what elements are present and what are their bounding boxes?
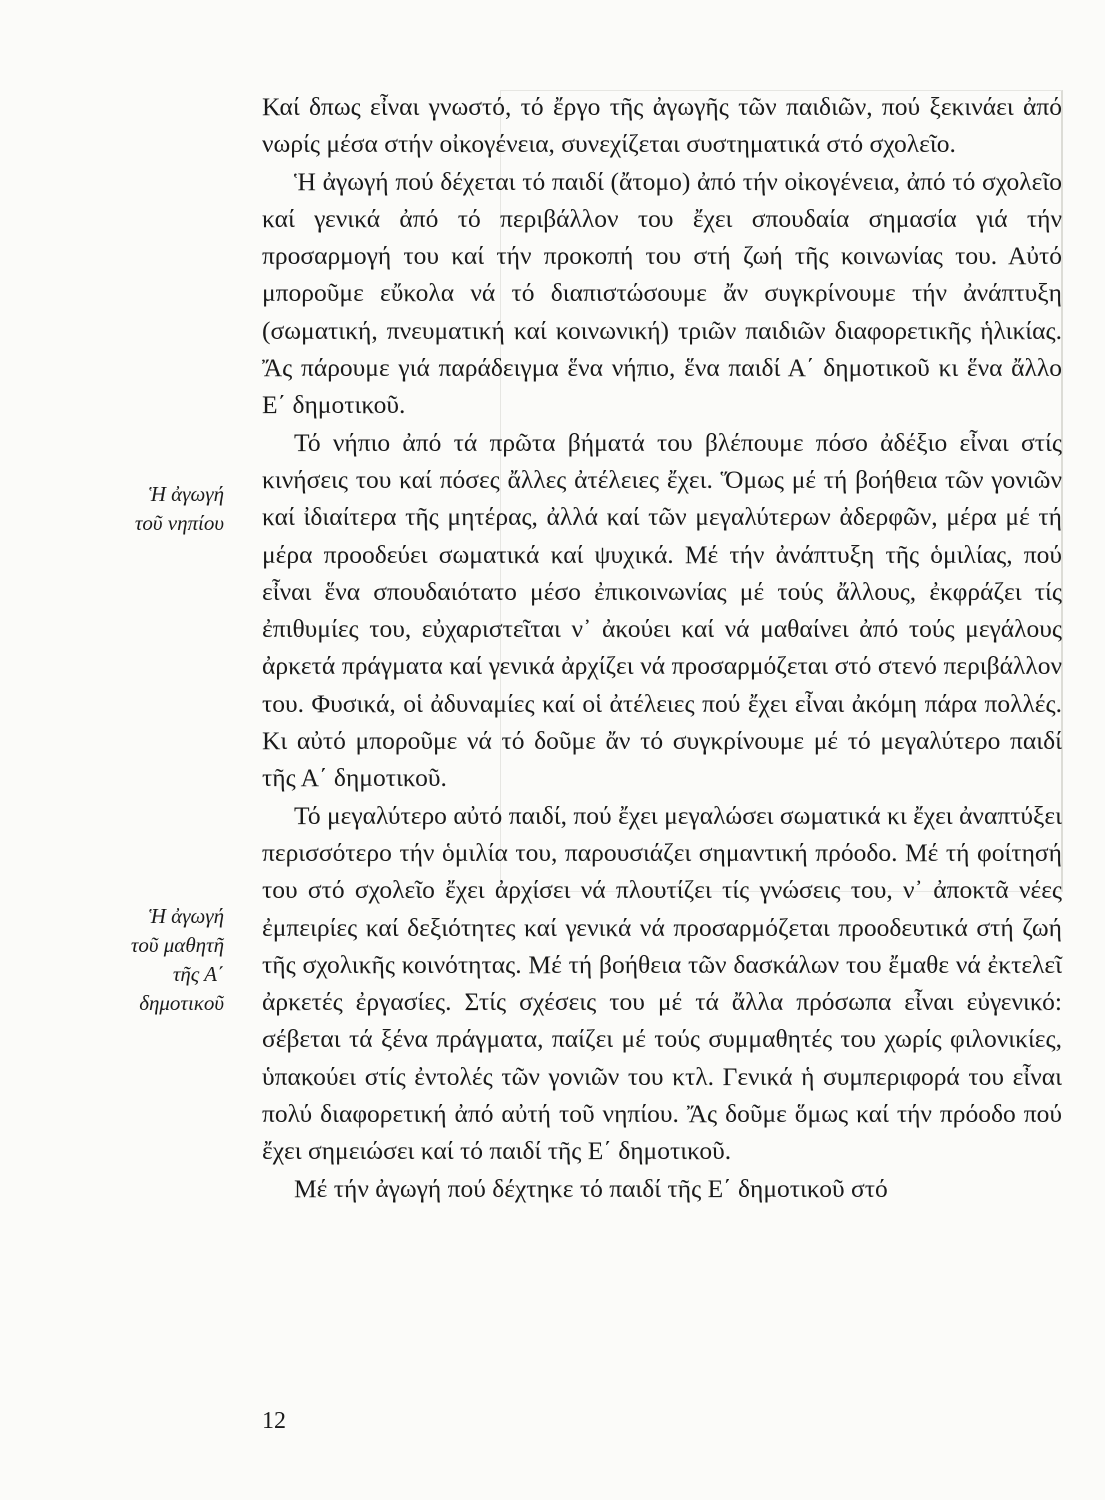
main-text-column — [262, 88, 1062, 1207]
paragraph-2: Ἡ ἀγωγή πού δέχεται τό παιδί (ἄτομο) ἀπό τήν οἰκογένεια, ἀπό τό σχολεῖο καί γενικά ἀπό τό περιβάλλον του ἔχει σπουδαία σημασία γιά τήν προσαρμογή του καί τήν προκοπή του στή ζωή τῆς κοινωνίας του. Αὐτό μποροῦμε εὔκολα νά τό διαπιστώσουμε ἄν συγκρίνουμε τήν ἀνάπτυξη (σωματική, πνευματική καί κοινωνική) τριῶν παιδιῶν διαφορετικῆς ἡλικίας. Ἄς πάρουμε γιά παράδειγμα ἕνα νήπιο, ἕνα παιδί Α΄ δημοτικοῦ κι ἕνα ἄλλο Ε΄ δημοτικοῦ. — [262, 166, 1062, 420]
paragraph-1: Καί δπως εἶναι γνωστό, τό ἔργο τῆς ἀγωγῆς τῶν παιδιῶν, πού ξεκινάει ἀπό νωρίς μέσα στήν οἰκογένεια, συνεχίζεται συστηματικά στό σχολεῖο. — [262, 92, 1062, 159]
page-number: 12 — [262, 1408, 286, 1434]
margin-note-infant-education — [70, 480, 224, 538]
paragraph-3: Τό νήπιο ἀπό τά πρῶτα βήματά του βλέπουμε πόσο ἀδέξιο εἶναι στίς κινήσεις του καί πόσες ἄλλες ἀτέλειες ἔχει. Ὅμως μέ τή βοήθεια τῶν γονιῶν καί ἰδιαίτερα τῆς μητέρας, ἀλλά καί τῶν μεγαλύτερων ἀδερφῶν, μέρα μέ τή μέρα προοδεύει σωματικά καί ψυχικά. Μέ τήν ἀνάπτυξη τῆς ὁμιλίας, πού εἶναι ἕνα σπουδαιότατο μέσο ἐπικοινωνίας μέ τούς ἄλλους, ἐκφράζει τίς ἐπιθυμίες του, εὐχαριστεῖται ν᾿ ἀκούει καί νά μαθαίνει ἀπό τούς μεγάλους ἀρκετά πράγματα καί γενικά ἀρχίζει νά προσαρμόζεται στό στενό περιβάλλον του. Φυσικά, οἱ ἀδυναμίες καί οἱ ἀτέλειες πού ἔχει εἶναι ἀκόμη πάρα πολλές. Κι αὐτό μποροῦμε νά τό δοῦμε ἄν τό συγκρίνουμε μέ τό μεγαλύτερο παιδί τῆς Α΄ δημοτικοῦ. — [262, 427, 1062, 793]
margin-note-line: δημοτικοῦ — [139, 991, 224, 1015]
margin-note-line: τοῦ μαθητῆ — [130, 933, 224, 957]
margin-note-line: Ἡ ἀγωγή — [148, 482, 224, 506]
paragraph-5: Μέ τήν ἀγωγή πού δέχτηκε τό παιδί τῆς Ε΄ δημοτικοῦ στό — [294, 1173, 888, 1203]
paragraph-4: Τό μεγαλύτερο αὐτό παιδί, πού ἔχει μεγαλώσει σωματικά κι ἔχει ἀναπτύξει περισσότερο τήν ὁμιλία του, παρουσιάζει σημαντική πρόοδο. Μέ τή φοίτησή του στό σχολεῖο ἔχει ἀρχίσει νά πλουτίζει τίς γνώσεις του, ν᾿ ἀποκτᾶ νέες ἐμπειρίες καί δεξιότητες καί γενικά νά προσαρμόζεται προοδευτικά στή ζωή τῆς σχολικῆς κοινότητας. Μέ τή βοήθεια τῶν δασκάλων του ἔμαθε νά ἐκτελεῖ ἀρκετές ἐργασίες. Στίς σχέσεις του μέ τά ἄλλα πρόσωπα εἶναι εὐγενικό: σέβεται τά ξένα πράγματα, παίζει μέ τούς συμμαθητές του χωρίς φιλονικίες, ὑπακούει στίς ἐντολές τῶν γονιῶν του κτλ. Γενικά ἡ συμπεριφορά του εἶναι πολύ διαφορετική ἀπό αὐτή τοῦ νηπίου. Ἄς δοῦμε ὅμως καί τήν πρόοδο πού ἔχει σημειώσει καί τό παιδί τῆς Ε΄ δημοτικοῦ. — [262, 800, 1062, 1166]
margin-note-line: Ἡ ἀγωγή — [148, 904, 224, 928]
margin-note-first-grade-education — [70, 902, 224, 1018]
margin-note-line: τῆς Α΄ — [172, 962, 224, 986]
margin-note-line: τοῦ νηπίου — [134, 511, 224, 535]
